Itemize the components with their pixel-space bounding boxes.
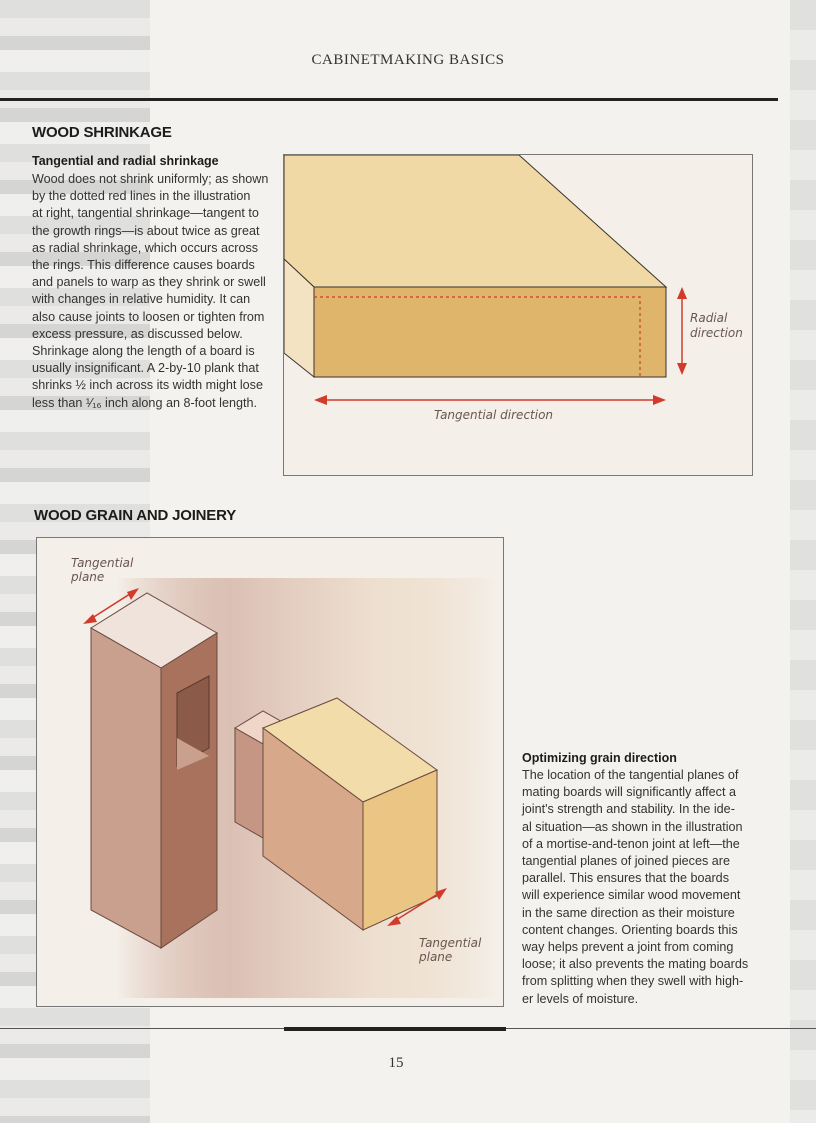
text-line: al situation—as shown in the illustration xyxy=(522,819,743,834)
mortise-tenon-illustration xyxy=(37,538,503,1006)
label-plane-bottom: plane xyxy=(419,950,453,964)
label-radial: Radial xyxy=(690,311,728,325)
text-line: Shrinkage along the length of a board is xyxy=(32,344,255,359)
section-heading-wood-shrinkage: WOOD SHRINKAGE xyxy=(32,124,172,141)
text-line: of a mortise-and-tenon joint at left—the xyxy=(522,836,740,851)
text-line: joint's strength and stability. In the ide- xyxy=(522,802,735,817)
text-line: at right, tangential shrinkage—tangent to xyxy=(32,206,259,221)
text-line: the rings. This difference causes boards xyxy=(32,258,255,273)
radial-arrow-head-down xyxy=(677,363,687,375)
text-line: the growth rings—is about twice as great xyxy=(32,223,260,238)
board-top-face xyxy=(284,155,666,287)
label-direction: direction xyxy=(690,326,743,340)
body-text-grain xyxy=(522,767,756,1008)
shrinkage-illustration xyxy=(284,155,752,475)
text-line: excess pressure, as discussed below. xyxy=(32,326,243,341)
subheading-tangential-radial: Tangential and radial shrinkage xyxy=(32,154,219,168)
post-left-face xyxy=(91,628,161,948)
text-line: shrinks ½ inch across its width might lose xyxy=(32,378,263,393)
text-line: usually insignificant. A 2-by-10 plank that xyxy=(32,361,259,376)
text-line: by the dotted red lines in the illustration xyxy=(32,189,251,204)
label-tangential-direction: Tangential direction xyxy=(434,408,554,422)
section-heading-grain-joinery: WOOD GRAIN AND JOINERY xyxy=(34,507,236,524)
page-number: 15 xyxy=(388,1055,404,1071)
subheading-optimizing-grain: Optimizing grain direction xyxy=(522,751,677,765)
figure-mortise-tenon xyxy=(36,537,504,1007)
tangential-arrow-head-right xyxy=(653,395,666,405)
page-edge-shadow xyxy=(790,0,816,1123)
footer-rule-accent xyxy=(284,1027,506,1031)
text-line: parallel. This ensures that the boards xyxy=(522,871,729,886)
text-line: also cause joints to loosen or tighten from xyxy=(32,309,265,324)
radial-arrow-head-up xyxy=(677,287,687,299)
tenon-side xyxy=(235,728,263,838)
text-line: and panels to warp as they shrink or swell xyxy=(32,275,266,290)
running-head: CABINETMAKING BASICS xyxy=(311,52,505,68)
text-line: content changes. Orienting boards this xyxy=(522,922,738,937)
text-line: less than ¹⁄₁₆ inch along an 8-foot length. xyxy=(32,395,257,410)
header-rule xyxy=(0,98,778,101)
text-line: loose; it also prevents the mating boards xyxy=(522,957,749,972)
label-plane-top: plane xyxy=(71,570,105,584)
text-line: with changes in relative humidity. It can xyxy=(32,292,251,307)
text-line: in the same direction as their moisture xyxy=(522,905,735,920)
figure-wood-shrinkage xyxy=(283,154,753,476)
text-line: from splitting when they swell with high- xyxy=(522,974,744,989)
text-line: will experience similar wood movement xyxy=(522,888,741,903)
text-line: Wood does not shrink uniformly; as shown xyxy=(32,172,269,186)
text-line: The location of the tangential planes of xyxy=(522,768,739,782)
text-line: tangential planes of joined pieces are xyxy=(522,854,730,869)
label-tangential-bottom: Tangential xyxy=(419,936,482,950)
text-line: way helps prevent a joint from coming xyxy=(522,940,734,955)
body-text-shrinkage xyxy=(32,171,272,412)
text-line: er levels of moisture. xyxy=(522,991,639,1006)
text-line: mating boards will significantly affect a xyxy=(522,785,736,800)
label-tangential-top: Tangential xyxy=(71,556,134,570)
tangential-arrow-head-left xyxy=(314,395,327,405)
board-front-face xyxy=(314,287,666,377)
text-line: as radial shrinkage, which occurs across xyxy=(32,240,259,255)
